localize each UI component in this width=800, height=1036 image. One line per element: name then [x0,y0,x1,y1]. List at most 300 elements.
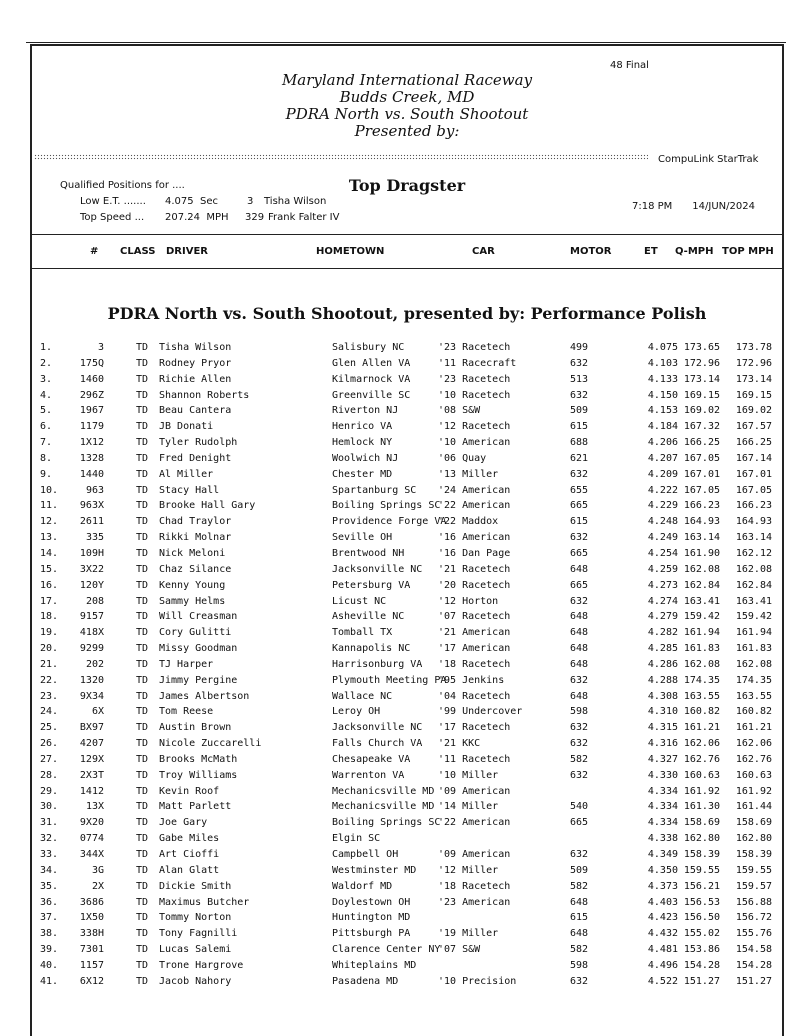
cell-driver: Chad Traylor [159,516,232,528]
cell-et: 4.075 [647,342,678,353]
table-row [32,609,782,625]
cell-position: 15. [40,563,59,575]
cell-hometown: Henrico VA [332,421,393,433]
cell-car-number: BX97 [79,722,104,734]
cell-car: '99 Undercover [438,706,523,718]
cell-et: 4.481 [647,944,678,956]
cell-class: TD [136,342,149,353]
cell-car: '16 Dan Page [438,547,511,559]
cell-car-number: 3686 [79,896,104,908]
qualified-label: Qualified Positions for .... [60,180,185,191]
cell-class: TD [136,547,149,559]
cell-hometown: Hemlock NY [332,437,393,449]
cell-q-mph: 163.41 [683,595,720,607]
cell-car-number: 2611 [79,516,104,528]
cell-hometown: Westminster MD [332,864,417,876]
cell-class: TD [136,817,149,829]
cell-car: '18 Racetech [438,880,511,892]
cell-car: '06 Quay [438,452,487,464]
cell-position: 40. [40,959,59,971]
table-row [32,530,782,546]
cell-class: TD [136,611,149,623]
cell-q-mph: 151.27 [683,975,720,987]
cell-class: TD [136,437,149,449]
cell-driver: Art Cioffi [159,849,220,860]
cell-driver: Nicole Zuccarelli [159,738,262,750]
cell-top-mph: 161.83 [735,643,772,655]
cell-car: '22 Maddox [438,516,499,528]
cell-driver: Beau Cantera [159,405,232,417]
table-row [32,895,782,911]
cell-hometown: Mechanicsville MD [332,801,435,813]
table-row [32,372,782,388]
cell-car-number: 1440 [79,468,104,480]
cell-q-mph: 153.86 [683,944,720,956]
cell-car-number: 1157 [79,959,104,971]
cell-motor: 540 [570,801,589,813]
cell-position: 12. [40,516,59,528]
cell-car: '22 American [438,500,511,512]
table-row [32,958,782,974]
cell-et: 4.334 [647,817,678,829]
cell-car: '13 Miller [438,468,499,480]
cell-et: 4.423 [647,912,678,924]
cell-driver: Nick Meloni [159,547,226,559]
cell-car-number: 6X [91,706,104,718]
cell-position: 2. [40,357,53,369]
top-speed-value: 207.24 MPH [165,212,229,223]
cell-motor: 648 [570,611,589,623]
cell-motor: 499 [570,342,589,353]
cell-driver: Tony Fagnilli [159,928,238,940]
cell-top-mph: 162.80 [735,833,772,845]
cell-car: '12 Miller [438,864,499,876]
cell-top-mph: 167.14 [735,452,772,464]
cell-et: 4.153 [647,405,678,417]
table-row [32,784,782,800]
cell-q-mph: 161.94 [683,627,720,639]
cell-car: '16 American [438,532,511,544]
cell-top-mph: 154.58 [735,944,772,956]
cell-class: TD [136,944,149,956]
cell-car: '04 Racetech [438,690,511,702]
cell-car: '17 American [438,643,511,655]
cell-hometown: Boiling Springs SC [332,817,441,829]
cell-position: 8. [40,452,53,464]
cell-motor: 615 [570,912,589,924]
cell-car-number: 13X [85,801,104,813]
cell-car: '23 American [438,896,511,908]
cell-driver: Kevin Roof [159,785,220,797]
cell-et: 4.373 [647,880,678,892]
cell-class: TD [136,627,149,639]
table-row [32,689,782,705]
cell-top-mph: 162.08 [735,563,772,575]
col-header-driver: DRIVER [166,246,208,257]
cell-class: TD [136,690,149,702]
cell-car: '07 S&W [438,944,481,956]
cell-class: TD [136,912,149,924]
cell-motor: 632 [570,722,589,734]
cell-hometown: Waldorf MD [332,880,393,892]
cell-driver: Matt Parlett [159,801,232,813]
cell-position: 25. [40,722,59,734]
cell-et: 4.327 [647,753,678,765]
cell-class: TD [136,833,149,845]
cell-hometown: Wallace NC [332,690,393,702]
cell-position: 32. [40,833,59,845]
results-table [32,340,782,990]
cell-position: 4. [40,389,53,401]
cell-q-mph: 158.39 [683,849,720,860]
header-line: Presented by: [354,122,460,140]
cell-car-number: 1412 [79,785,104,797]
cell-car: '23 Racetech [438,342,511,353]
cell-hometown: Licust NC [332,595,387,607]
cell-class: TD [136,500,149,512]
cell-hometown: Elgin SC [332,833,381,845]
cell-car: '95 Jenkins [438,674,505,686]
cell-class: TD [136,769,149,781]
cell-driver: Richie Allen [159,373,232,385]
cell-q-mph: 174.35 [683,674,720,686]
cell-class: TD [136,405,149,417]
cell-q-mph: 159.55 [683,864,720,876]
cell-class: TD [136,896,149,908]
table-row [32,356,782,372]
cell-position: 23. [40,690,59,702]
cell-car: '09 American [438,849,511,860]
cell-q-mph: 167.05 [683,452,720,464]
cell-hometown: Huntington MD [332,912,411,924]
cell-driver: Will Creasman [159,611,238,623]
cell-top-mph: 158.69 [735,817,772,829]
cell-position: 31. [40,817,59,829]
cell-q-mph: 167.05 [683,484,720,496]
cell-car-number: 202 [85,658,104,670]
cell-driver: Chaz Silance [159,563,232,575]
cell-driver: Tom Reese [159,706,214,718]
cell-class: TD [136,959,149,971]
cell-motor: 648 [570,896,589,908]
cell-hometown: Jacksonville NC [332,563,423,575]
cell-motor: 632 [570,769,589,781]
cell-et: 4.254 [647,547,678,559]
cell-driver: Tyler Rudolph [159,437,238,449]
table-row [32,863,782,879]
cell-car: '21 Racetech [438,563,511,575]
cell-q-mph: 169.02 [683,405,720,417]
cell-motor: 688 [570,437,589,449]
cell-position: 22. [40,674,59,686]
cell-driver: Sammy Helms [159,595,226,607]
cell-top-mph: 159.55 [735,864,772,876]
cell-et: 4.209 [647,468,678,480]
cell-class: TD [136,880,149,892]
cell-car: '11 Racecraft [438,357,517,369]
cell-position: 34. [40,864,59,876]
header-rule-bottom [32,268,782,269]
cell-position: 9. [40,468,53,480]
cell-position: 28. [40,769,59,781]
cell-motor: 582 [570,880,589,892]
cell-position: 11. [40,500,59,512]
cell-hometown: Harrisonburg VA [332,658,423,670]
cell-q-mph: 167.01 [683,468,720,480]
cell-et: 4.308 [647,690,678,702]
table-row [32,451,782,467]
cell-motor: 632 [570,468,589,480]
table-row [32,831,782,847]
cell-top-mph: 169.15 [735,389,772,401]
cell-top-mph: 156.72 [735,912,772,924]
table-row [32,546,782,562]
cell-motor: 632 [570,738,589,750]
cell-position: 17. [40,595,59,607]
cell-q-mph: 162.08 [683,563,720,575]
cell-driver: JB Donati [159,421,214,433]
table-row [32,435,782,451]
cell-motor: 632 [570,595,589,607]
low-et-driver: Tisha Wilson [264,196,327,207]
cell-car-number: 963 [85,484,104,496]
cell-car: '21 KKC [438,738,481,750]
cell-position: 20. [40,643,59,655]
table-row [32,657,782,673]
cell-motor: 632 [570,357,589,369]
cell-class: TD [136,738,149,750]
cell-driver: Tommy Norton [159,912,232,924]
cell-motor: 598 [570,706,589,718]
cell-car: '12 Racetech [438,421,511,433]
cell-et: 4.522 [647,975,678,987]
col-header-qmph: Q-MPH [675,246,714,257]
cell-q-mph: 162.06 [683,738,720,750]
cell-hometown: Petersburg VA [332,579,411,591]
cell-top-mph: 162.08 [735,658,772,670]
table-row [32,498,782,514]
cell-car-number: 418X [79,627,104,639]
cell-et: 4.286 [647,658,678,670]
cell-car-number: 338H [79,928,104,940]
cell-car-number: 963X [79,500,104,512]
col-header-motor: MOTOR [570,246,612,257]
cell-et: 4.184 [647,421,678,433]
cell-motor: 632 [570,674,589,686]
cell-car-number: 2X [91,880,104,892]
cell-q-mph: 173.65 [683,342,720,353]
cell-car-number: 1320 [79,674,104,686]
cell-top-mph: 163.14 [735,532,772,544]
cell-position: 39. [40,944,59,956]
cell-motor: 648 [570,928,589,940]
cell-top-mph: 167.57 [735,421,772,433]
cell-motor: 598 [570,959,589,971]
low-et-label: Low E.T. ....... [80,196,146,207]
cell-et: 4.249 [647,532,678,544]
table-row [32,879,782,895]
table-row [32,815,782,831]
cell-et: 4.103 [647,357,678,369]
table-row [32,799,782,815]
cell-car: '18 Racetech [438,658,511,670]
cell-car-number: 0774 [79,833,104,845]
cell-et: 4.338 [647,833,678,845]
cell-motor: 665 [570,500,589,512]
top-speed-driver: Frank Falter IV [268,212,340,223]
cell-class: TD [136,452,149,464]
cell-position: 5. [40,405,53,417]
cell-position: 3. [40,373,53,385]
cell-top-mph: 154.28 [735,959,772,971]
cell-car-number: 1179 [79,421,104,433]
cell-position: 16. [40,579,59,591]
col-header-car: CAR [472,246,495,257]
cell-q-mph: 156.21 [683,880,720,892]
cell-car-number: 335 [85,532,104,544]
cell-car: '14 Miller [438,801,499,813]
cell-class: TD [136,373,149,385]
cell-q-mph: 162.08 [683,658,720,670]
cell-car: '11 Racetech [438,753,511,765]
cell-car: '22 American [438,817,511,829]
table-row [32,419,782,435]
dotted-divider [34,154,648,160]
cell-car-number: 208 [85,595,104,607]
cell-hometown: Kannapolis NC [332,643,411,655]
cell-q-mph: 169.15 [683,389,720,401]
cell-top-mph: 158.39 [735,849,772,860]
cell-top-mph: 162.76 [735,753,772,765]
cell-hometown: Chesapeake VA [332,753,411,765]
cell-q-mph: 162.80 [683,833,720,845]
table-row [32,752,782,768]
table-row [32,594,782,610]
cell-car-number: 120Y [79,579,104,591]
cell-top-mph: 162.12 [735,547,772,559]
cell-motor: 632 [570,532,589,544]
cell-position: 29. [40,785,59,797]
cell-position: 10. [40,484,59,496]
cell-driver: Shannon Roberts [159,389,250,401]
cell-class: TD [136,595,149,607]
cell-motor: 648 [570,658,589,670]
final-tag: 48 Final [610,60,649,71]
table-row [32,467,782,483]
report-time: 7:18 PM [632,201,673,212]
cell-position: 21. [40,658,59,670]
cell-top-mph: 166.25 [735,437,772,449]
cell-et: 4.310 [647,706,678,718]
cell-driver: Joe Gary [159,817,208,829]
cell-top-mph: 159.42 [735,611,772,623]
cell-top-mph: 161.92 [735,785,772,797]
cell-top-mph: 167.05 [735,484,772,496]
cell-car-number: 1X50 [79,912,104,924]
cell-position: 27. [40,753,59,765]
header-rule-top [32,234,782,235]
cell-position: 19. [40,627,59,639]
cell-et: 4.334 [647,801,678,813]
cell-car: '23 Racetech [438,373,511,385]
cell-motor: 621 [570,452,589,464]
cell-motor: 582 [570,944,589,956]
cell-top-mph: 160.82 [735,706,772,718]
cell-hometown: Greenville SC [332,389,411,401]
cell-top-mph: 166.23 [735,500,772,512]
cell-driver: Austin Brown [159,722,232,734]
cell-hometown: Pasadena MD [332,975,399,987]
cell-q-mph: 158.69 [683,817,720,829]
cell-motor: 648 [570,690,589,702]
cell-position: 7. [40,437,53,449]
cell-top-mph: 151.27 [735,975,772,987]
cell-q-mph: 161.92 [683,785,720,797]
cell-et: 4.248 [647,516,678,528]
cell-top-mph: 172.96 [735,357,772,369]
cell-top-mph: 163.41 [735,595,772,607]
cell-car: '19 Miller [438,928,499,940]
cell-hometown: Warrenton VA [332,769,405,781]
cell-car: '17 Racetech [438,722,511,734]
cell-et: 4.273 [647,579,678,591]
cell-class: TD [136,706,149,718]
cell-hometown: Plymouth Meeting PA [332,674,447,686]
table-row [32,578,782,594]
cell-car-number: 3G [91,864,104,876]
cell-et: 4.432 [647,928,678,940]
cell-q-mph: 173.14 [683,373,720,385]
cell-hometown: Providence Forge VA [332,516,447,528]
cell-q-mph: 166.23 [683,500,720,512]
cell-et: 4.349 [647,849,678,860]
cell-hometown: Spartanburg SC [332,484,417,496]
cell-motor: 615 [570,421,589,433]
cell-et: 4.315 [647,722,678,734]
cell-class: TD [136,643,149,655]
cell-driver: James Albertson [159,690,250,702]
cell-car: '07 Racetech [438,611,511,623]
cell-top-mph: 156.88 [735,896,772,908]
cell-car-number: 1X12 [79,437,104,449]
cell-q-mph: 172.96 [683,357,720,369]
cell-et: 4.334 [647,785,678,797]
cell-motor: 648 [570,563,589,575]
cell-q-mph: 162.84 [683,579,720,591]
cell-q-mph: 167.32 [683,421,720,433]
header-line: Maryland International Raceway [281,71,533,89]
cell-et: 4.316 [647,738,678,750]
cell-hometown: Leroy OH [332,706,381,718]
cell-et: 4.279 [647,611,678,623]
cell-position: 35. [40,880,59,892]
cell-car: '10 Miller [438,769,499,781]
cell-hometown: Seville OH [332,532,393,544]
cell-car: '12 Horton [438,595,499,607]
cell-position: 38. [40,928,59,940]
cell-driver: Alan Glatt [159,864,220,876]
table-row [32,720,782,736]
cell-car-number: 175Q [79,357,104,369]
cell-class: TD [136,801,149,813]
cell-position: 41. [40,975,59,987]
cell-class: TD [136,753,149,765]
table-row [32,974,782,990]
cell-car: '10 American [438,437,511,449]
cell-et: 4.150 [647,389,678,401]
cell-class: TD [136,421,149,433]
cell-driver: Dickie Smith [159,880,232,892]
